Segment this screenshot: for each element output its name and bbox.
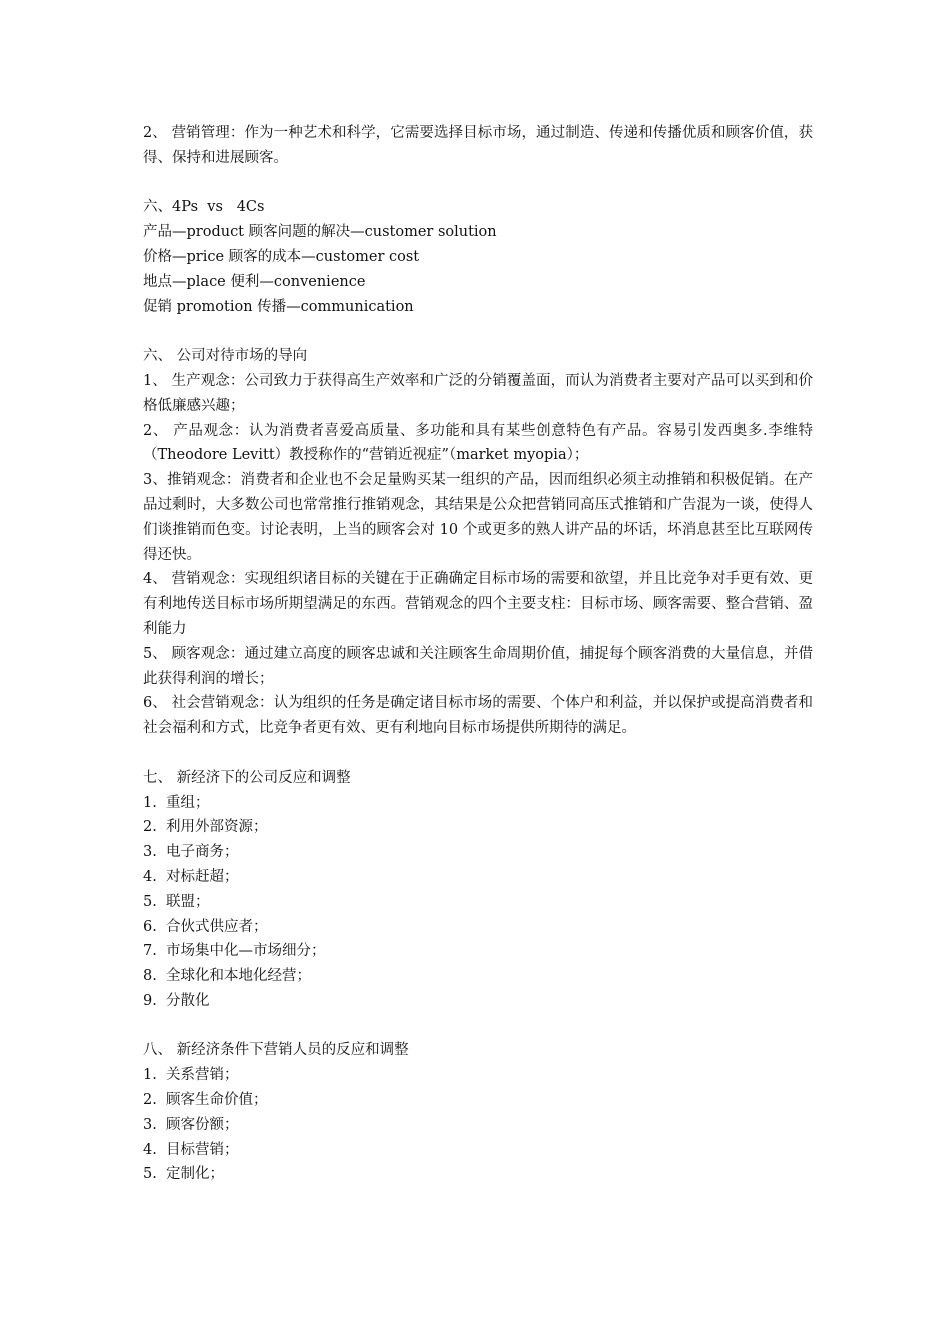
section-market-orientation (143, 344, 813, 741)
spacer (143, 741, 813, 766)
section-heading: 八、 新经济条件下营销人员的反应和调整 (143, 1042, 409, 1059)
list-item: 5、 顾客观念：通过建立高度的顾客忠诚和关注顾客生命周期价值，捕捉每个顾客消费的大量信息，并借此获得利润的增长； (143, 645, 813, 687)
document-page (143, 121, 813, 1187)
section-heading: 七、 新经济下的公司反应和调整 (143, 769, 351, 786)
list-item: 3. 顾客份额； (143, 1116, 239, 1133)
list-item: 9. 分散化 (143, 992, 210, 1009)
list-item: 地点—place 便利—convenience (143, 273, 366, 290)
list-item: 3. 电子商务； (143, 844, 239, 861)
list-item: 5. 定制化； (143, 1166, 225, 1183)
section-marketer-response (143, 1038, 813, 1187)
list-item: 4. 目标营销； (143, 1141, 239, 1158)
list-item: 价格—price 顾客的成本—customer cost (143, 248, 420, 265)
list-item: 促销 promotion 传播—communication (143, 298, 414, 315)
list-item: 产品—product 顾客问题的解决—customer solution (143, 224, 497, 241)
marketing-management-paragraph: 2、 营销管理：作为一种艺术和科学，它需要选择目标市场，通过制造、传递和传播优质和顾客价值，获得、保持和进展顾客。 (143, 125, 813, 166)
spacer (143, 319, 813, 344)
list-item: 1. 重组； (143, 794, 210, 811)
list-item: 1、 生产观念：公司致力于获得高生产效率和广泛的分销覆盖面，而认为消费者主要对产品可以买到和价格低廉感兴趣； (143, 372, 813, 414)
list-item: 5. 联盟； (143, 893, 210, 910)
list-item: 4. 对标赶超； (143, 868, 239, 885)
section-heading: 六、 公司对待市场的导向 (143, 348, 308, 365)
list-item: 6、 社会营销观念：认为组织的任务是确定诸目标市场的需要、个体户和利益，并以保护或提高消费者和社会福利和方式，比竞争者更有效、更有利地向目标市场提供所期待的满足。 (143, 695, 813, 737)
section-company-response (143, 766, 813, 1014)
section-heading: 六、4Ps vs 4Cs (143, 199, 265, 216)
list-item: 4、 营销观念：实现组织诸目标的关键在于正确确定目标市场的需要和欲望，并且比竞争对手更有效、更有利地传送目标市场所期望满足的东西。营销观念的四个主要支柱：目标市场、顾客需要、整合营销、盈利能力 (143, 571, 813, 637)
section-4ps-vs-4cs (143, 195, 813, 319)
list-item: 2. 顾客生命价值； (143, 1092, 268, 1109)
list-item: 2、 产品观念：认为消费者喜爱高质量、多功能和具有某些创意特色有产品。容易引发西奥多.李维特（Theodore Levitt）教授称作的“营销近视症”（market myopia）； (143, 422, 813, 464)
spacer (143, 1014, 813, 1039)
list-item: 2. 利用外部资源； (143, 819, 268, 836)
list-item: 3、推销观念：消费者和企业也不会足量购买某一组织的产品，因而组织必须主动推销和积极促销。在产品过剩时，大多数公司也常常推行推销观念，其结果是公众把营销同高压式推销和广告混为一谈，使得人们谈推销而色变。讨论表明，上当的顾客会对 10 个或更多的熟人讲产品的坏话，坏消息甚至比互联网传得还快。 (143, 472, 813, 563)
list-item: 6. 合伙式供应者； (143, 918, 268, 935)
list-item: 7. 市场集中化—市场细分； (143, 943, 326, 960)
list-item: 8. 全球化和本地化经营； (143, 968, 312, 985)
list-item: 1. 关系营销； (143, 1067, 239, 1084)
spacer (143, 171, 813, 196)
